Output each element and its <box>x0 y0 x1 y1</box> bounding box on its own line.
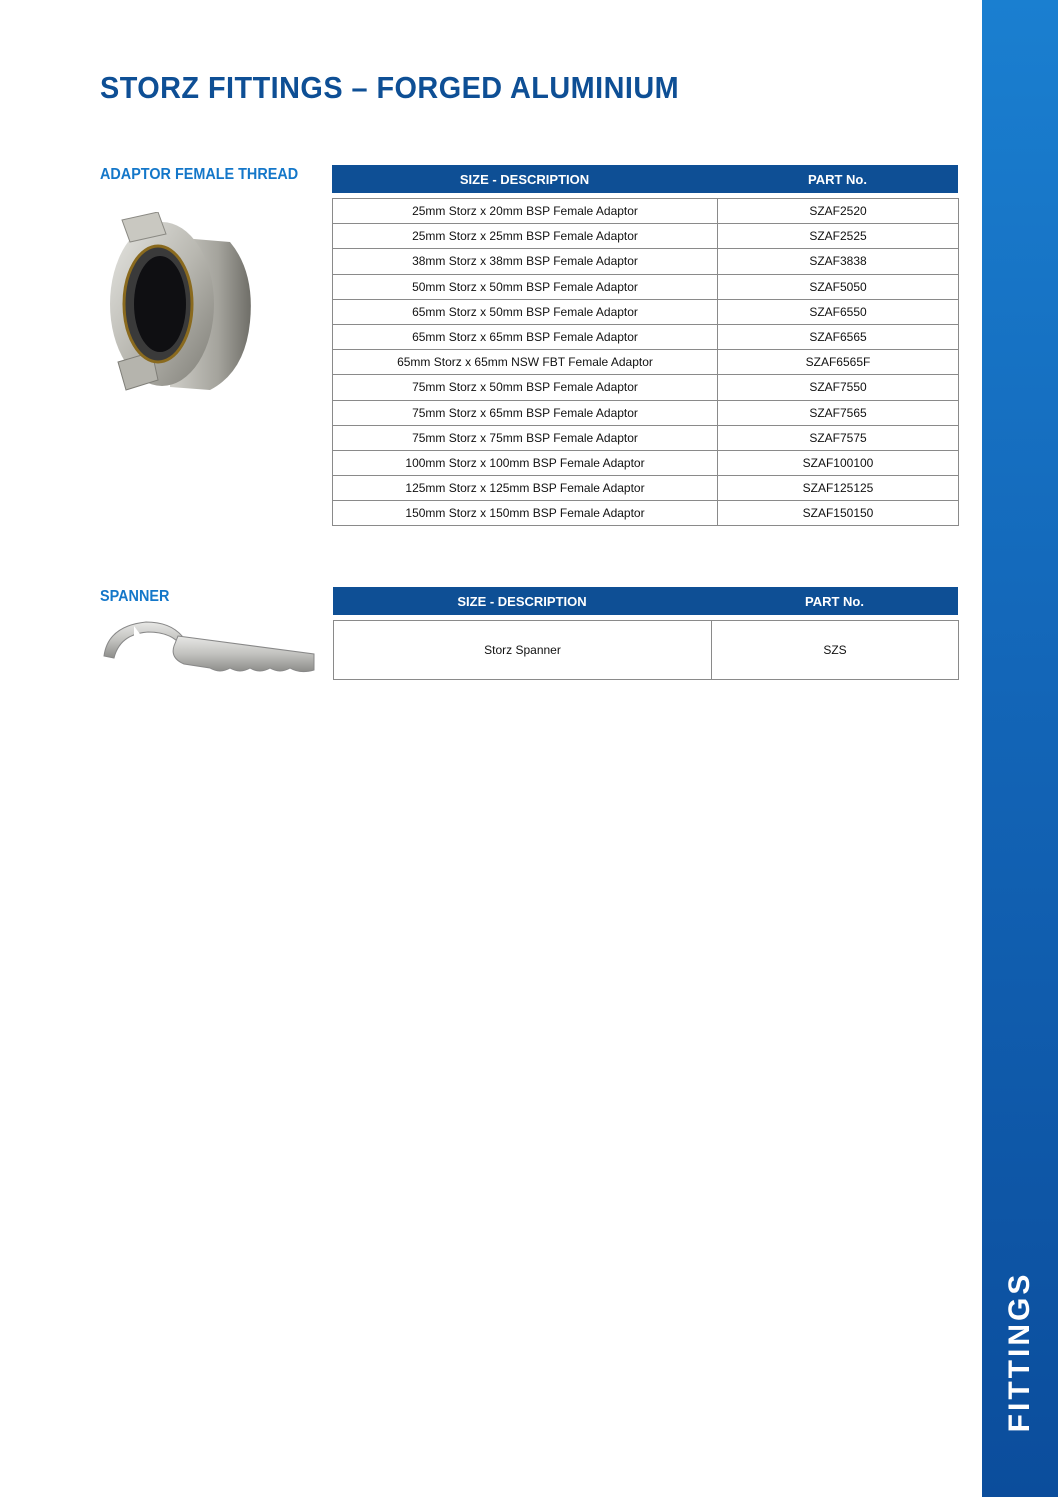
part-number-cell: SZAF2525 <box>718 224 959 249</box>
column-header-part-no: PART No. <box>805 593 864 609</box>
adaptor-product-image <box>100 212 260 402</box>
description-cell: 150mm Storz x 150mm BSP Female Adaptor <box>333 501 718 526</box>
table-row <box>333 476 959 501</box>
column-header-description: SIZE - DESCRIPTION <box>457 593 587 609</box>
part-number-cell: SZAF6550 <box>718 299 959 324</box>
column-header-part-no: PART No. <box>808 171 867 187</box>
description-cell: 65mm Storz x 65mm NSW FBT Female Adaptor <box>333 350 718 375</box>
description-cell: 25mm Storz x 20mm BSP Female Adaptor <box>333 199 718 224</box>
description-cell: 75mm Storz x 65mm BSP Female Adaptor <box>333 400 718 425</box>
section-heading-spanner: SPANNER <box>100 588 170 605</box>
description-cell: 38mm Storz x 38mm BSP Female Adaptor <box>333 249 718 274</box>
description-cell: 65mm Storz x 65mm BSP Female Adaptor <box>333 324 718 349</box>
spanner-parts-table <box>333 620 959 680</box>
table-row <box>333 299 959 324</box>
table-row <box>333 324 959 349</box>
section-heading-adaptor: ADAPTOR FEMALE THREAD <box>100 166 299 183</box>
part-number-cell: SZAF6565 <box>718 324 959 349</box>
table-row <box>333 501 959 526</box>
page-title: STORZ FITTINGS – FORGED ALUMINIUM <box>100 70 680 105</box>
part-number-cell: SZAF7575 <box>718 425 959 450</box>
part-number-cell: SZS <box>712 621 959 680</box>
table-row <box>333 350 959 375</box>
description-cell: 100mm Storz x 100mm BSP Female Adaptor <box>333 450 718 475</box>
description-cell: 75mm Storz x 50mm BSP Female Adaptor <box>333 375 718 400</box>
part-number-cell: SZAF150150 <box>718 501 959 526</box>
table-row <box>333 274 959 299</box>
description-cell: 25mm Storz x 25mm BSP Female Adaptor <box>333 224 718 249</box>
description-cell: 65mm Storz x 50mm BSP Female Adaptor <box>333 299 718 324</box>
description-cell: Storz Spanner <box>334 621 712 680</box>
part-number-cell: SZAF100100 <box>718 450 959 475</box>
part-number-cell: SZAF7550 <box>718 375 959 400</box>
table-row <box>333 375 959 400</box>
part-number-cell: SZAF5050 <box>718 274 959 299</box>
side-tab-label: FITTINGS <box>1003 1271 1036 1433</box>
part-number-cell: SZAF2520 <box>718 199 959 224</box>
adaptor-parts-table <box>332 198 959 526</box>
table-row <box>334 621 959 680</box>
spanner-table-header <box>333 587 958 615</box>
table-row <box>333 425 959 450</box>
table-row <box>333 400 959 425</box>
table-row <box>333 199 959 224</box>
part-number-cell: SZAF7565 <box>718 400 959 425</box>
table-row <box>333 224 959 249</box>
table-row <box>333 450 959 475</box>
spanner-product-image <box>100 618 318 676</box>
column-header-description: SIZE - DESCRIPTION <box>459 171 590 187</box>
part-number-cell: SZAF6565F <box>718 350 959 375</box>
adaptor-table-header <box>332 165 958 193</box>
description-cell: 125mm Storz x 125mm BSP Female Adaptor <box>333 476 718 501</box>
description-cell: 50mm Storz x 50mm BSP Female Adaptor <box>333 274 718 299</box>
table-row <box>333 249 959 274</box>
part-number-cell: SZAF125125 <box>718 476 959 501</box>
description-cell: 75mm Storz x 75mm BSP Female Adaptor <box>333 425 718 450</box>
part-number-cell: SZAF3838 <box>718 249 959 274</box>
